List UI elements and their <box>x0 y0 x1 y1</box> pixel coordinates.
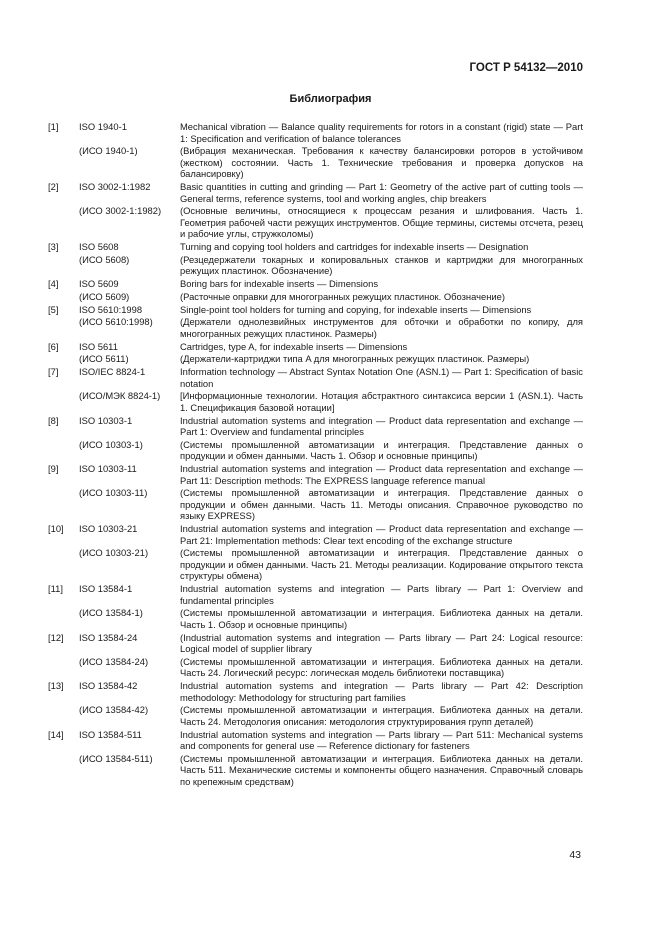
bibliography-entry <box>48 463 583 522</box>
entry-body <box>79 463 583 522</box>
entry-body <box>79 121 583 180</box>
standard-title: Information technology — Abstract Syntax Notation One (ASN.1) — Part 1: Specification of basic notation <box>180 366 583 389</box>
entry-number: [2] <box>48 181 59 192</box>
entry-body <box>79 523 583 582</box>
standard-designation: ISO 5610:1998 <box>79 303 143 315</box>
bibliography-entry <box>48 523 583 582</box>
entry-original <box>79 304 583 316</box>
standard-designation: (ИСО 5611) <box>79 353 129 364</box>
bibliography-entry <box>48 278 583 302</box>
entry-body <box>79 366 583 413</box>
entry-number: [12] <box>48 631 64 643</box>
entry-translation <box>79 439 583 462</box>
bibliography-entry <box>48 632 583 679</box>
entry-number: [4] <box>48 278 59 289</box>
entry-number: [10] <box>48 523 64 534</box>
entry-translation <box>79 145 583 180</box>
entry-body <box>79 632 583 679</box>
standard-designation: ISO 10303-11 <box>79 463 137 474</box>
standard-designation: (ИСО 13584-1) <box>79 607 143 618</box>
entry-translation <box>79 316 583 339</box>
entry-translation <box>79 291 583 303</box>
entry-body <box>79 729 583 788</box>
bibliography-entry <box>48 366 583 413</box>
standard-title: Industrial automation systems and integration — Product data representation and exchange — Part 11: Description methods: The EXPRESS language reference manual <box>180 463 583 486</box>
standard-title: Single-point tool holders for turning and copying, for indexable inserts — Dimensions <box>180 303 532 315</box>
entry-original <box>79 241 583 253</box>
entry-translation <box>79 656 583 679</box>
standard-title: (Расточные оправки для многогранных режущих пластинок. Обозначение) <box>180 290 505 302</box>
document-code: ГОСТ Р 54132—2010 <box>469 62 583 74</box>
standard-designation: ISO 5611 <box>79 340 118 352</box>
entry-number: [13] <box>48 680 64 691</box>
standard-designation: (ИСО 10303-11) <box>79 487 148 498</box>
entry-original <box>79 680 583 703</box>
standard-title: (Системы промышленной автоматизации и интеграция. Библиотека данных на детали. Часть 511. Механические системы и компоненты общего назначения. Справочный словарь по крепежным средствам) <box>180 752 583 787</box>
entry-translation <box>79 487 583 522</box>
entry-original <box>79 121 583 144</box>
bibliography-entry <box>48 415 583 462</box>
standard-designation: ISO 10303-1 <box>79 414 133 426</box>
standard-title: (Системы промышленной автоматизации и интеграция. Представление данных о продукции и обмен данными. Часть 11. Методы описания. Справочное руководство по языку EXPRESS) <box>180 487 583 521</box>
entry-body <box>79 341 583 365</box>
entry-number: [9] <box>48 463 59 474</box>
entry-original <box>79 463 583 486</box>
entry-number: [5] <box>48 303 59 315</box>
entry-original <box>79 341 583 353</box>
entry-body <box>79 181 583 240</box>
standard-title: [Информационные технологии. Нотация абстрактного синтаксиса версии 1 (ASN.1). Часть 1. Спецификация базовой нотации] <box>180 390 583 413</box>
standard-title: Basic quantities in cutting and grinding — Part 1: Geometry of the active part of cutting tools — General terms, reference systems, tool and working angles, chip breakers <box>180 181 583 204</box>
standard-designation: (ИСО/МЭК 8824-1) <box>79 390 161 401</box>
entry-translation <box>79 704 583 727</box>
entry-translation <box>79 390 583 413</box>
entry-original <box>79 366 583 389</box>
bibliography-entry <box>48 304 583 340</box>
entry-number: [14] <box>48 728 64 740</box>
standard-title: (Держатели-картриджи типа A для многогранных режущих пластинок. Размеры) <box>180 353 530 364</box>
standard-title: (Industrial automation systems and integration — Parts library — Part 24: Logical resource: Logical model of supplier library <box>180 631 583 654</box>
standard-title: (Резцедержатели токарных и копировальных станков и картриджи для многогранных режущих пластинок. Обозначение) <box>180 253 583 276</box>
entry-number: [1] <box>48 121 59 132</box>
entry-original <box>79 583 583 606</box>
standard-designation: (ИСО 1940-1) <box>79 145 138 156</box>
entry-original <box>79 523 583 546</box>
standard-title: Industrial automation systems and integration — Parts library — Part 42: Description methodology: Methodology for structuring part families <box>180 680 583 703</box>
standard-title: Turning and copying tool holders and cartridges for indexable inserts — Designation <box>180 241 529 252</box>
entry-number: [3] <box>48 241 59 252</box>
entry-number: [8] <box>48 414 59 426</box>
standard-title: (Вибрация механическая. Требования к качеству балансировки роторов в устойчивом (жестком) состоянии. Часть 1. Технические требования и проверка допусков на балансировку) <box>180 145 583 179</box>
entry-translation <box>79 254 583 277</box>
bibliography-entry <box>48 583 583 630</box>
bibliography-entry <box>48 680 583 727</box>
page-title: Библиография <box>289 93 372 105</box>
bibliography-entry <box>48 241 583 277</box>
entry-number: [7] <box>48 366 59 377</box>
standard-title: Industrial automation systems and integration — Parts library — Part 1: Overview and fundamental principles <box>180 583 583 606</box>
entry-original <box>79 278 583 290</box>
entry-number: [6] <box>48 340 59 352</box>
standard-designation: ISO 13584-24 <box>79 631 138 643</box>
standard-title: (Системы промышленной автоматизации и интеграция. Библиотека данных на детали. Часть 1. Обзор и основные принципы) <box>180 607 583 630</box>
standard-title: Cartridges, type A, for indexable inserts — Dimensions <box>180 340 408 352</box>
standard-title: Industrial automation systems and integration — Parts library — Part 511: Mechanical systems and components for general use — Reference dictionary for fasteners <box>180 728 583 751</box>
entry-body <box>79 415 583 462</box>
entry-original <box>79 181 583 204</box>
standard-title: Industrial automation systems and integration — Product data representation and exchange — Part 1: Overview and fundamental principles <box>180 414 583 437</box>
standard-designation: (ИСО 5609) <box>79 290 130 302</box>
entry-original <box>79 415 583 438</box>
standard-designation: (ИСО 13584-42) <box>79 704 149 715</box>
standard-designation: (ИСО 5610:1998) <box>79 316 153 327</box>
standard-designation: ISO 10303-21 <box>79 523 138 534</box>
standard-title: (Системы промышленной автоматизации и интеграция. Представление данных о продукции и обмен данными. Часть 1. Обзор и основные принципы) <box>180 438 583 461</box>
entry-translation <box>79 205 583 240</box>
entry-body <box>79 241 583 277</box>
standard-designation: ISO 13584-1 <box>79 583 133 594</box>
standard-designation: ISO 13584-42 <box>79 680 138 691</box>
page-number: 43 <box>569 849 581 861</box>
standard-designation: (ИСО 10303-21) <box>79 547 149 558</box>
standard-designation: (ИСО 3002-1:1982) <box>79 205 162 216</box>
standard-title: Industrial automation systems and integration — Product data representation and exchange — Part 21: Implementation methods: Clear text encoding of the exchange structure <box>180 523 583 546</box>
entry-original <box>79 729 583 752</box>
entry-translation <box>79 607 583 630</box>
standard-title: (Системы промышленной автоматизации и интеграция. Библиотека данных на детали. Часть 24. Логический ресурс: логическая модель библиотеки поставщика) <box>180 655 583 678</box>
entry-body <box>79 304 583 340</box>
standard-title: Boring bars for indexable inserts — Dimensions <box>180 278 379 289</box>
bibliography-entry <box>48 181 583 240</box>
entry-original <box>79 632 583 655</box>
entry-translation <box>79 547 583 582</box>
standard-designation: ISO 5608 <box>79 241 119 252</box>
bibliography-list <box>48 121 583 789</box>
standard-designation: (ИСО 10303-1) <box>79 438 143 450</box>
standard-designation: (ИСО 13584-24) <box>79 655 149 667</box>
entry-number: [11] <box>48 583 63 594</box>
standard-designation: ISO 3002-1:1982 <box>79 181 151 192</box>
standard-designation: ISO/IEC 8824-1 <box>79 366 146 377</box>
entry-body <box>79 680 583 727</box>
standard-title: (Держатели однолезвийных инструментов для обточки и обработки по копиру, для многогранных режущих пластинок. Размеры) <box>180 316 583 339</box>
entry-body <box>79 583 583 630</box>
entry-translation <box>79 353 583 365</box>
standard-title: Mechanical vibration — Balance quality requirements for rotors in a constant (rigid) state — Part 1: Specification and verification of balance tolerances <box>180 121 583 144</box>
standard-designation: (ИСО 5608) <box>79 253 130 265</box>
entry-translation <box>79 753 583 788</box>
standard-designation: ISO 5609 <box>79 278 119 289</box>
standard-title: (Системы промышленной автоматизации и интеграция. Библиотека данных на детали. Часть 24. Методология описания: методология структурирования групп деталей) <box>180 704 583 727</box>
standard-designation: (ИСО 13584-511) <box>79 752 153 764</box>
standard-designation: ISO 1940-1 <box>79 121 127 132</box>
bibliography-entry <box>48 341 583 365</box>
bibliography-entry <box>48 121 583 180</box>
standard-designation: ISO 13584-511 <box>79 728 142 740</box>
bibliography-entry <box>48 729 583 788</box>
standard-title: (Основные величины, относящиеся к процессам резания и шлифования. Часть 1. Геометрия рабочей части режущих инструментов. Общие термины, системы отсчета, резец и рабочие углы, стружколомы) <box>180 205 583 239</box>
standard-title: (Системы промышленной автоматизации и интеграция. Представление данных о продукции и обмен данными. Часть 21. Методы реализации. Кодирование открытого текста структуры обмена) <box>180 547 583 581</box>
entry-body <box>79 278 583 302</box>
